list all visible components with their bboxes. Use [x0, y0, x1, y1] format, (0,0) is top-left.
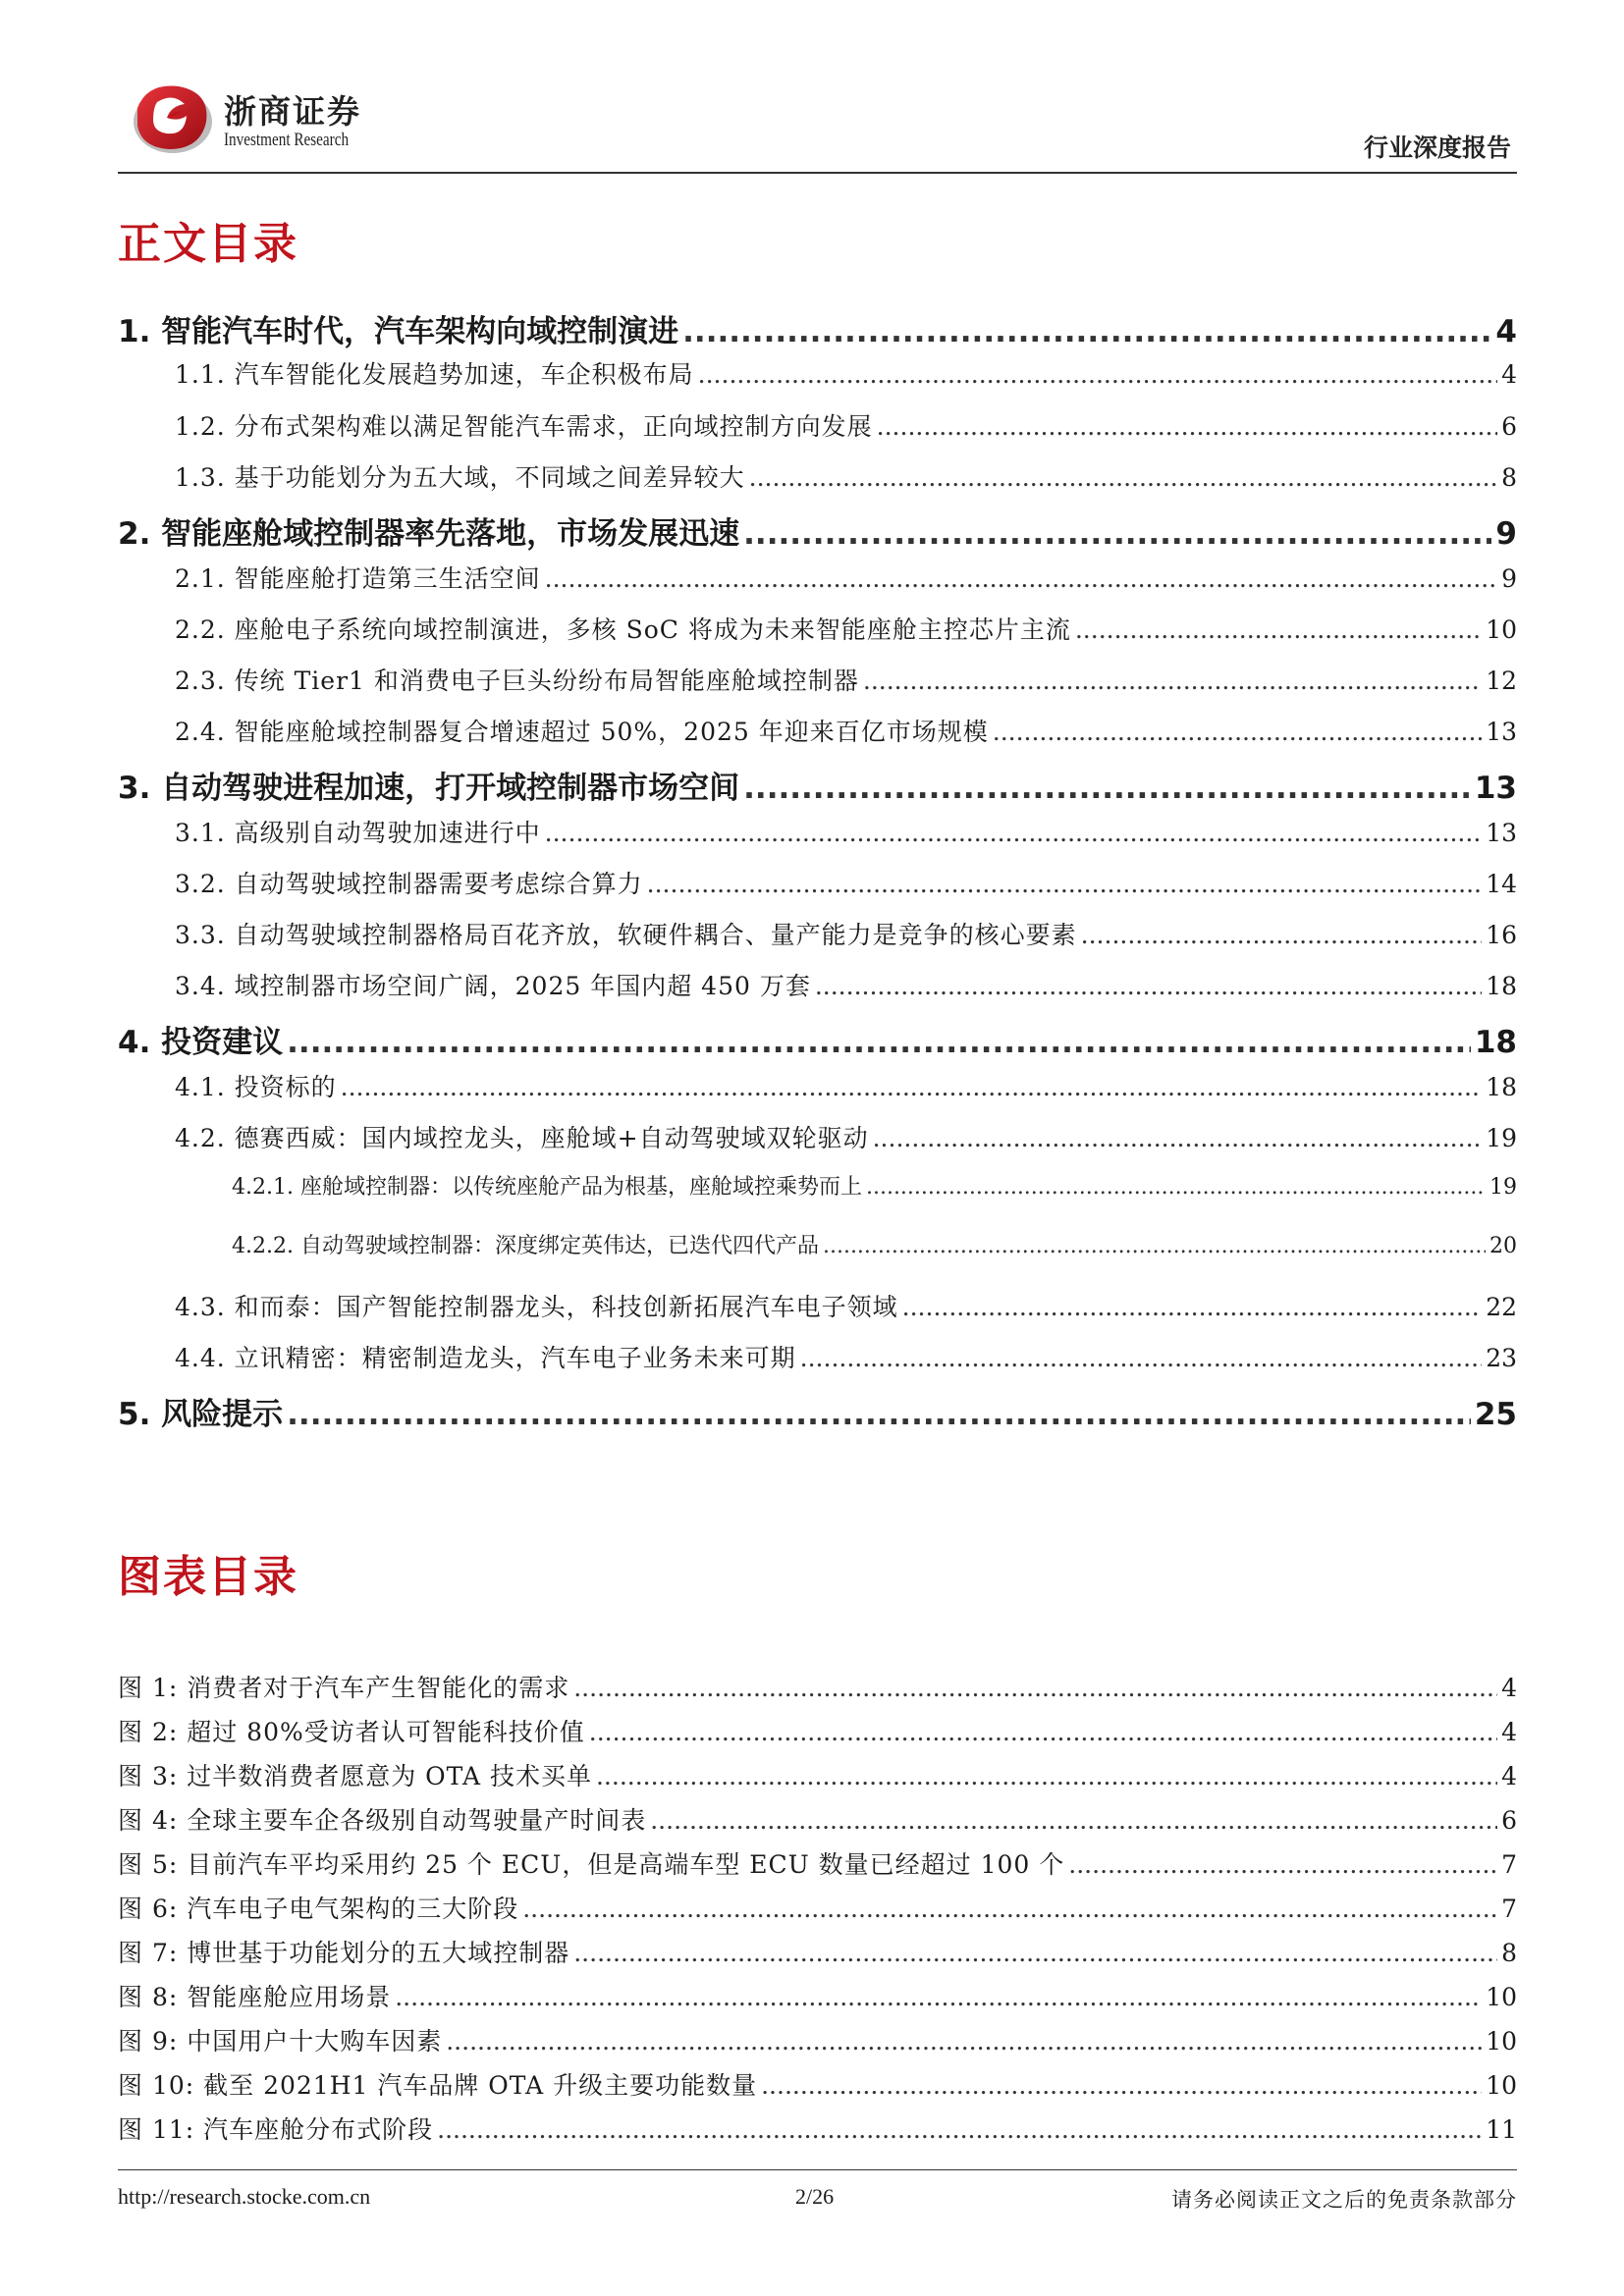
dot-leader	[698, 360, 1497, 389]
dot-leader	[287, 1025, 1471, 1060]
toc-entry-page: 14	[1486, 870, 1517, 898]
dot-leader	[866, 1175, 1486, 1200]
toc-entry-label: 4.2.1. 座舱域控制器：以传统座舱产品为根基，座舱域控乘势而上	[232, 1175, 862, 1200]
figure-entry-label: 图 3: 过半数消费者愿意为 OTA 技术买单	[118, 1762, 592, 1790]
toc-entry-page: 23	[1486, 1344, 1517, 1372]
toc-entry-label: 3. 自动驾驶进程加速，打开域控制器市场空间	[118, 771, 740, 806]
dot-leader	[522, 1895, 1497, 1923]
dot-leader	[761, 2071, 1482, 2100]
dot-leader	[877, 412, 1497, 441]
brand-subtitle: Investment Research	[224, 130, 350, 150]
dot-leader	[993, 718, 1482, 746]
toc-entry[interactable]	[118, 508, 1517, 553]
toc-entry-page: 13	[1486, 819, 1517, 847]
figure-entry-label: 图 5: 目前汽车平均采用约 25 个 ECU，但是高端车型 ECU 数量已经超过 100 个	[118, 1850, 1065, 1879]
dot-leader	[545, 819, 1483, 847]
figure-entry-label: 图 11: 汽车座舱分布式阶段	[118, 2115, 434, 2144]
toc-entry-page: 8	[1501, 463, 1517, 492]
toc-entry[interactable]	[118, 763, 1517, 807]
toc-entry-label: 4. 投资建议	[118, 1025, 284, 1060]
toc-entry-label: 4.4. 立讯精密：精密制造龙头，汽车电子业务未来可期	[175, 1344, 796, 1372]
toc-entry-page: 9	[1501, 564, 1517, 593]
toc-entry-page: 18	[1486, 1073, 1517, 1101]
toc-entry-page: 4	[1501, 360, 1517, 389]
dot-leader	[437, 2115, 1482, 2144]
brand-name: 浙商证券	[224, 92, 361, 131]
figure-entry-label: 图 2: 超过 80%受访者认可智能科技价值	[118, 1718, 585, 1746]
dot-leader	[863, 667, 1482, 695]
dot-leader	[446, 2027, 1482, 2056]
toc-entry-label: 1. 智能汽车时代，汽车架构向域控制演进	[118, 314, 679, 349]
figure-entry[interactable]	[118, 1713, 1517, 1748]
toc-entry-label: 3.2. 自动驾驶域控制器需要考虑综合算力	[175, 870, 643, 898]
figure-entry-label: 图 4: 全球主要车企各级别自动驾驶量产时间表	[118, 1806, 647, 1835]
figure-entry-page: 4	[1501, 1718, 1517, 1746]
toc-entry-label: 1.3. 基于功能划分为五大域，不同域之间差异较大	[175, 463, 745, 492]
figure-entry-page: 8	[1501, 1939, 1517, 1967]
figure-entry-page: 11	[1486, 2115, 1517, 2144]
figure-entry-page: 7	[1501, 1895, 1517, 1923]
toc-entry-page: 6	[1501, 412, 1517, 441]
dot-leader	[287, 1397, 1471, 1432]
toc-entry-page: 25	[1474, 1397, 1517, 1432]
dot-leader	[743, 516, 1491, 552]
dot-leader	[341, 1073, 1483, 1101]
figure-entry-page: 7	[1501, 1850, 1517, 1879]
figure-entry[interactable]	[118, 2066, 1517, 2102]
figure-entry-page: 4	[1501, 1674, 1517, 1702]
dot-leader	[650, 1806, 1497, 1835]
figure-entry[interactable]	[118, 1669, 1517, 1704]
toc-entry-label: 1.1. 汽车智能化发展趋势加速，车企积极布局	[175, 360, 694, 389]
toc-entry-page: 18	[1474, 1025, 1517, 1060]
dot-leader	[596, 1762, 1497, 1790]
toc-entry-page: 20	[1489, 1234, 1517, 1258]
toc-entry[interactable]	[175, 1119, 1517, 1154]
dot-leader	[545, 564, 1497, 593]
toc-entry-page: 9	[1495, 516, 1517, 552]
figure-entry-label: 图 7: 博世基于功能划分的五大域控制器	[118, 1939, 570, 1967]
toc-entry[interactable]	[175, 355, 1517, 391]
toc-title: 正文目录	[118, 219, 298, 269]
toc-entry-page: 22	[1486, 1293, 1517, 1321]
toc-entry[interactable]	[175, 1288, 1517, 1323]
toc-entry-page: 19	[1486, 1124, 1517, 1152]
figure-entry-label: 图 9: 中国用户十大购车因素	[118, 2027, 443, 2056]
report-type: 行业深度报告	[1363, 133, 1511, 162]
logo-icon	[128, 79, 216, 157]
toc-entry-page: 13	[1474, 771, 1517, 806]
dot-leader	[902, 1293, 1483, 1321]
toc-entry-page: 10	[1486, 615, 1517, 644]
dot-leader	[589, 1718, 1497, 1746]
figure-entry[interactable]	[118, 2110, 1517, 2146]
toc-entry[interactable]	[175, 611, 1517, 646]
toc-entry-label: 4.1. 投资标的	[175, 1073, 337, 1101]
dot-leader	[1081, 921, 1483, 949]
dot-leader	[749, 463, 1497, 492]
toc-entry[interactable]	[118, 1389, 1517, 1433]
figure-entry[interactable]	[118, 1978, 1517, 2013]
dot-leader	[815, 972, 1482, 1000]
dot-leader	[573, 1939, 1497, 1967]
figure-entry[interactable]	[118, 1890, 1517, 1925]
toc-entry-label: 5. 风险提示	[118, 1397, 284, 1432]
toc-entry-page: 12	[1486, 667, 1517, 695]
dot-leader	[1068, 1850, 1497, 1879]
toc-entry-page: 18	[1486, 972, 1517, 1000]
toc-entry-page: 16	[1486, 921, 1517, 949]
footer-url[interactable]: http://research.stocke.com.cn	[118, 2184, 371, 2209]
toc-entry[interactable]	[118, 306, 1517, 350]
toc-entry[interactable]	[175, 662, 1517, 697]
figures-title: 图表目录	[118, 1552, 298, 1602]
toc-entry-label: 3.3. 自动驾驶域控制器格局百花齐放，软硬件耦合、量产能力是竞争的核心要素	[175, 921, 1077, 949]
toc-entry[interactable]	[175, 814, 1517, 849]
toc-entry-label: 4.2.2. 自动驾驶域控制器：深度绑定英伟达，已迭代四代产品	[232, 1234, 819, 1258]
dot-leader	[647, 870, 1483, 898]
toc-entry-label: 2.1. 智能座舱打造第三生活空间	[175, 564, 541, 593]
dot-leader	[823, 1234, 1486, 1258]
dot-leader	[873, 1124, 1483, 1152]
toc-entry[interactable]	[175, 713, 1517, 748]
toc-entry-label: 2.3. 传统 Tier1 和消费电子巨头纷纷布局智能座舱域控制器	[175, 667, 859, 695]
figure-entry[interactable]	[118, 1845, 1517, 1881]
toc-entry-label: 3.1. 高级别自动驾驶加速进行中	[175, 819, 541, 847]
figure-entry-page: 4	[1501, 1762, 1517, 1790]
toc-entry[interactable]	[118, 1017, 1517, 1061]
page-number: 2/26	[795, 2184, 835, 2209]
toc-entry-label: 2. 智能座舱域控制器率先落地，市场发展迅速	[118, 516, 740, 552]
figure-entry[interactable]	[118, 1934, 1517, 1969]
dot-leader	[682, 314, 1491, 349]
dot-leader	[573, 1674, 1497, 1702]
toc-entry-page: 4	[1495, 314, 1517, 349]
toc-entry[interactable]	[175, 1068, 1517, 1103]
dot-leader	[743, 771, 1471, 806]
toc-entry-label: 3.4. 域控制器市场空间广阔，2025 年国内超 450 万套	[175, 972, 811, 1000]
toc-entry-label: 4.3. 和而泰：国产智能控制器龙头，科技创新拓展汽车电子领域	[175, 1293, 898, 1321]
toc-entry-label: 1.2. 分布式架构难以满足智能汽车需求，正向域控制方向发展	[175, 412, 873, 441]
figure-entry-label: 图 10: 截至 2021H1 汽车品牌 OTA 升级主要功能数量	[118, 2071, 758, 2100]
toc-entry[interactable]	[175, 1339, 1517, 1374]
toc-entry-page: 19	[1489, 1175, 1517, 1200]
toc-entry-label: 2.2. 座舱电子系统向域控制演进，多核 SoC 将成为未来智能座舱主控芯片主流	[175, 615, 1071, 644]
toc-entry-page: 13	[1486, 718, 1517, 746]
toc-entry-label: 2.4. 智能座舱域控制器复合增速超过 50%，2025 年迎来百亿市场规模	[175, 718, 989, 746]
figure-entry-page: 10	[1486, 1983, 1517, 2011]
toc-entry[interactable]	[232, 1170, 1517, 1201]
figure-entry[interactable]	[118, 1757, 1517, 1792]
toc-entry[interactable]	[175, 458, 1517, 494]
figure-entry-page: 10	[1486, 2027, 1517, 2056]
toc-entry[interactable]	[175, 407, 1517, 443]
figure-entry[interactable]	[118, 1801, 1517, 1837]
toc-entry[interactable]	[175, 916, 1517, 951]
page-footer	[118, 2169, 1517, 2229]
figure-entry-page: 10	[1486, 2071, 1517, 2100]
toc-entry-label: 4.2. 德赛西威：国内域控龙头，座舱域+自动驾驶域双轮驱动	[175, 1124, 869, 1152]
figure-entry-label: 图 8: 智能座舱应用场景	[118, 1983, 392, 2011]
dot-leader	[800, 1344, 1483, 1372]
page-header	[118, 79, 1517, 174]
toc-entry[interactable]	[175, 865, 1517, 900]
figure-entry[interactable]	[118, 2022, 1517, 2057]
footer-disclaimer: 请务必阅读正文之后的免责条款部分	[1171, 2188, 1517, 2212]
toc-entry[interactable]	[175, 560, 1517, 595]
toc-entry[interactable]	[232, 1229, 1517, 1259]
figure-entry-page: 6	[1501, 1806, 1517, 1835]
dot-leader	[395, 1983, 1482, 2011]
figure-entry-label: 图 6: 汽车电子电气架构的三大阶段	[118, 1895, 519, 1923]
figure-entry-label: 图 1: 消费者对于汽车产生智能化的需求	[118, 1674, 570, 1702]
dot-leader	[1075, 615, 1482, 644]
toc-entry[interactable]	[175, 967, 1517, 1002]
